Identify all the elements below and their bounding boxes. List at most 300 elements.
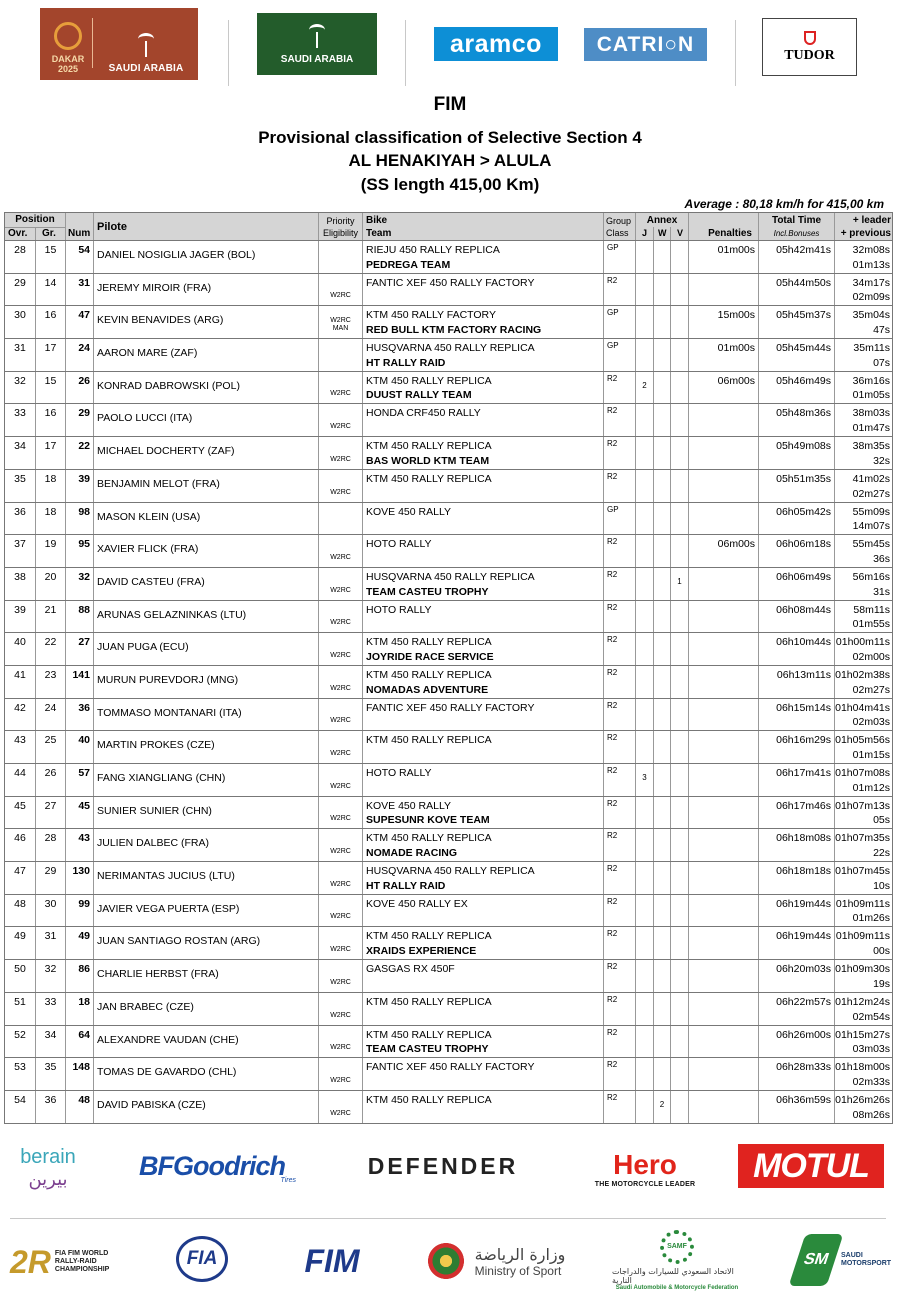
table-row	[4, 535, 893, 568]
penalties-column	[689, 960, 759, 992]
leader-gap-column	[835, 633, 893, 665]
num-column	[66, 764, 94, 796]
pilote-cell: NERIMANTAS JUCIUS (LTU)	[97, 870, 235, 883]
bike-column	[363, 731, 604, 763]
table-row	[4, 633, 893, 666]
top-sponsor-bar	[0, 8, 900, 83]
annex-w-column	[654, 437, 671, 469]
bike-cell: HOTO RALLY	[366, 538, 432, 551]
annex-w-column	[654, 1091, 671, 1123]
priority-cell: W2RC	[330, 1011, 351, 1019]
table-row	[4, 731, 893, 764]
total-time-column	[759, 339, 835, 371]
num-cell: 148	[72, 1061, 90, 1074]
total-time-cell: 06h17m46s	[776, 799, 831, 812]
table-row	[4, 274, 893, 307]
total-time-cell: 06h15m14s	[776, 701, 831, 714]
previous-gap-cell: 07s	[873, 356, 890, 369]
total-time-label: Total Time	[771, 215, 822, 226]
team-cell: NOMADE RACING	[366, 847, 457, 860]
leader-gap-cell: 01h12m24s	[835, 995, 890, 1008]
leader-gap-column	[835, 699, 893, 731]
annex-v-column	[671, 1058, 689, 1090]
penalties-column	[689, 731, 759, 763]
leader-gap-cell: 38m35s	[852, 440, 890, 453]
annex-j-column	[636, 306, 654, 338]
previous-gap-cell: 01m05s	[852, 389, 890, 402]
gr-cell: 21	[44, 603, 57, 616]
group-column	[604, 241, 636, 273]
team-cell: PEDREGA TEAM	[366, 258, 451, 271]
total-time-cell: 05h44m50s	[776, 276, 831, 289]
num-column	[66, 895, 94, 927]
leader-gap-column	[835, 372, 893, 404]
group-column	[604, 993, 636, 1025]
leader-gap-column	[835, 568, 893, 600]
group-column	[604, 960, 636, 992]
bike-column	[363, 764, 604, 796]
annex-j-label: J	[642, 228, 648, 238]
pilote-cell: XAVIER FLICK (FRA)	[97, 543, 199, 556]
num-column	[66, 339, 94, 371]
classification-table	[4, 212, 893, 1124]
total-time-column	[759, 470, 835, 502]
penalties-column	[689, 503, 759, 535]
total-time-column	[759, 633, 835, 665]
annex-v-column	[671, 306, 689, 338]
priority-column	[319, 1091, 363, 1123]
team-cell: TEAM CASTEU TROPHY	[366, 1043, 489, 1056]
leader-gap-column	[835, 1026, 893, 1058]
table-row	[4, 404, 893, 437]
gr-column	[36, 503, 66, 535]
group-label: Group	[606, 216, 632, 226]
penalties-column	[689, 601, 759, 633]
group-cell: R2	[607, 798, 618, 808]
leader-gap-cell: 01h15m27s	[835, 1028, 890, 1041]
priority-cell: W2RC	[330, 1109, 351, 1117]
total-time-cell: 06h06m49s	[776, 570, 831, 583]
total-time-cell: 06h20m03s	[776, 963, 831, 976]
ovr-column	[5, 862, 36, 894]
ovr-cell: 41	[14, 668, 26, 681]
ovr-column	[5, 927, 36, 959]
bike-cell: KTM 450 RALLY REPLICA	[366, 374, 492, 387]
leader-gap-cell: 35m11s	[853, 342, 890, 355]
previous-gap-cell: 10s	[873, 879, 890, 892]
pilote-cell: MARTIN PROKES (CZE)	[97, 739, 215, 752]
pilote-cell: TOMMASO MONTANARI (ITA)	[97, 706, 242, 719]
berain-arabic-text: بيرين	[28, 1169, 68, 1190]
class-label: Class	[606, 228, 629, 238]
penalties-column	[689, 404, 759, 436]
position-header	[5, 213, 66, 240]
pilote-cell: DANIEL NOSIGLIA JAGER (BOL)	[97, 249, 256, 261]
priority-cell: W2RC	[330, 717, 351, 725]
penalties-column	[689, 1026, 759, 1058]
pilote-cell: MICHAEL DOCHERTY (ZAF)	[97, 445, 235, 458]
num-cell: 141	[72, 668, 90, 681]
table-row	[4, 1091, 893, 1124]
team-cell: JOYRIDE RACE SERVICE	[366, 650, 494, 663]
annex-w-column	[654, 927, 671, 959]
total-time-cell: 06h22m57s	[776, 995, 831, 1008]
total-time-column	[759, 797, 835, 829]
num-cell: 39	[78, 472, 90, 485]
bike-column	[363, 960, 604, 992]
annex-j-column	[636, 372, 654, 404]
group-column	[604, 731, 636, 763]
previous-gap-cell: 31s	[873, 585, 890, 598]
total-time-cell: 06h19m44s	[776, 897, 831, 910]
annex-v-column	[671, 601, 689, 633]
num-cell: 45	[78, 799, 90, 812]
leader-gap-cell: 01h09m30s	[835, 963, 890, 976]
annex-j-column	[636, 339, 654, 371]
incl-bonuses-label: Incl.Bonuses	[773, 229, 820, 238]
gr-cell: 18	[44, 505, 57, 518]
bike-label: Bike	[366, 215, 388, 226]
ministry-english-text: Ministry of Sport	[474, 1263, 562, 1278]
total-time-column	[759, 274, 835, 306]
total-time-column	[759, 601, 835, 633]
penalties-cell: 06m00s	[717, 538, 755, 551]
bike-cell: HOTO RALLY	[366, 767, 432, 779]
ovr-column	[5, 1026, 36, 1058]
num-header	[66, 213, 94, 240]
bike-cell: KTM 450 RALLY REPLICA	[366, 1093, 492, 1106]
gr-cell: 27	[44, 799, 57, 812]
leader-gap-cell: 01h04m41s	[835, 701, 890, 714]
num-column	[66, 568, 94, 600]
gr-cell: 22	[44, 636, 57, 649]
leader-gap-cell: 01h18m00s	[835, 1061, 890, 1074]
ovr-column	[5, 633, 36, 665]
tudor-shield-icon	[804, 31, 816, 45]
group-cell: R2	[607, 602, 618, 612]
annex-w-column	[654, 503, 671, 535]
pilote-column	[94, 699, 319, 731]
num-cell: 88	[78, 603, 90, 616]
annex-v-column	[671, 503, 689, 535]
gr-cell: 19	[44, 538, 57, 551]
annex-v-column	[671, 274, 689, 306]
table-row	[4, 895, 893, 928]
gr-cell: 17	[44, 440, 57, 453]
total-time-column	[759, 699, 835, 731]
priority-column	[319, 568, 363, 600]
ovr-cell: 37	[14, 538, 26, 551]
pilote-cell: PAOLO LUCCI (ITA)	[97, 412, 193, 425]
bike-cell: KTM 450 RALLY REPLICA	[366, 1028, 492, 1041]
group-header	[604, 213, 636, 240]
leader-gap-cell: 01h05m56s	[835, 734, 890, 747]
bfgoodrich-logo	[126, 1148, 298, 1184]
leader-gap-column	[835, 731, 893, 763]
total-time-cell: 05h45m44s	[776, 342, 831, 355]
leader-gap-column	[835, 829, 893, 861]
total-time-cell: 06h26m00s	[776, 1028, 831, 1041]
num-column	[66, 437, 94, 469]
pilote-cell: TOMAS DE GAVARDO (CHL)	[97, 1066, 237, 1079]
group-column	[604, 503, 636, 535]
penalties-column	[689, 993, 759, 1025]
ovr-cell: 36	[14, 505, 26, 518]
num-column	[66, 829, 94, 861]
leader-gap-cell: 01h09m11s	[835, 930, 890, 943]
group-column	[604, 699, 636, 731]
gr-column	[36, 797, 66, 829]
table-row	[4, 437, 893, 470]
leader-gap-column	[835, 274, 893, 306]
fim-logo	[292, 1244, 372, 1278]
priority-cell: W2RC	[330, 455, 351, 463]
penalties-label: Penalties	[708, 228, 752, 239]
num-cell: 64	[78, 1028, 90, 1041]
ovr-label: Ovr.	[8, 228, 28, 239]
bike-column	[363, 1026, 604, 1058]
ovr-column	[5, 666, 36, 698]
priority-column	[319, 404, 363, 436]
pilote-column	[94, 306, 319, 338]
leader-gap-cell: 55m45s	[852, 538, 890, 551]
bike-column	[363, 470, 604, 502]
group-column	[604, 274, 636, 306]
previous-gap-cell: 01m26s	[852, 912, 890, 925]
num-cell: 32	[78, 570, 90, 583]
dakar-word: DAKAR	[51, 54, 85, 64]
previous-gap-cell: 01m55s	[852, 618, 890, 631]
annex-v-column	[671, 764, 689, 796]
gr-column	[36, 699, 66, 731]
annex-v-column	[671, 927, 689, 959]
pilote-cell: CHARLIE HERBST (FRA)	[97, 968, 219, 981]
bike-cell: FANTIC XEF 450 RALLY FACTORY	[366, 276, 535, 289]
priority-column	[319, 601, 363, 633]
ovr-cell: 33	[14, 407, 26, 420]
pilote-column	[94, 535, 319, 567]
group-cell: R2	[607, 569, 618, 579]
total-time-cell: 05h49m08s	[776, 440, 831, 453]
ovr-column	[5, 535, 36, 567]
bike-column	[363, 241, 604, 273]
priority-cell: W2RC	[330, 684, 351, 692]
group-cell: R2	[607, 667, 618, 677]
ovr-column	[5, 306, 36, 338]
bike-cell: KOVE 450 RALLY	[366, 799, 452, 812]
pilote-column	[94, 666, 319, 698]
priority-column	[319, 535, 363, 567]
bike-cell: HUSQVARNA 450 RALLY REPLICA	[366, 865, 535, 878]
fim-text: FIM	[304, 1242, 360, 1279]
total-time-cell: 06h19m44s	[776, 930, 831, 943]
annex-j-column	[636, 699, 654, 731]
num-cell: 86	[78, 963, 90, 976]
annex-v-column	[671, 993, 689, 1025]
gr-column	[36, 535, 66, 567]
total-time-column	[759, 764, 835, 796]
num-cell: 31	[78, 276, 90, 289]
annex-w-cell: 2	[659, 1099, 665, 1109]
annex-j-column	[636, 633, 654, 665]
ovr-cell: 28	[14, 244, 26, 256]
annex-j-column	[636, 993, 654, 1025]
penalties-column	[689, 306, 759, 338]
group-cell: GP	[607, 308, 619, 318]
total-time-cell: 06h18m08s	[776, 832, 831, 845]
previous-gap-cell: 08m26s	[852, 1108, 890, 1121]
table-row	[4, 306, 893, 339]
table-row	[4, 764, 893, 797]
gr-column	[36, 666, 66, 698]
penalties-column	[689, 927, 759, 959]
aramco-text: aramco	[450, 29, 542, 58]
pilote-column	[94, 568, 319, 600]
bike-column	[363, 503, 604, 535]
group-cell: R2	[607, 471, 618, 481]
leader-gap-cell: 01h07m08s	[835, 767, 890, 779]
ovr-column	[5, 731, 36, 763]
penalties-column	[689, 1091, 759, 1123]
bike-cell: FANTIC XEF 450 RALLY FACTORY	[366, 701, 535, 714]
penalties-column	[689, 666, 759, 698]
annex-w-column	[654, 731, 671, 763]
annex-j-column	[636, 666, 654, 698]
tudor-text: TUDOR	[784, 47, 835, 63]
team-cell: DUUST RALLY TEAM	[366, 389, 472, 402]
priority-column	[319, 633, 363, 665]
num-column	[66, 601, 94, 633]
annex-v-column	[671, 1091, 689, 1123]
bike-cell: HUSQVARNA 450 RALLY REPLICA	[366, 342, 535, 355]
group-cell: R2	[607, 439, 618, 449]
group-cell: R2	[607, 831, 618, 841]
ovr-column	[5, 601, 36, 633]
leader-gap-cell: 01h02m38s	[835, 668, 890, 681]
annex-j-column	[636, 731, 654, 763]
leader-gap-column	[835, 927, 893, 959]
total-time-column	[759, 568, 835, 600]
ovr-cell: 40	[14, 636, 26, 649]
gr-cell: 25	[44, 734, 57, 747]
group-column	[604, 895, 636, 927]
bike-cell: KTM 450 RALLY FACTORY	[366, 309, 496, 322]
group-cell: GP	[607, 243, 619, 252]
gr-cell: 35	[44, 1061, 57, 1074]
bike-column	[363, 829, 604, 861]
num-cell: 98	[78, 505, 90, 518]
leader-gap-cell: 01h09m11s	[835, 897, 890, 910]
leader-gap-column	[835, 1058, 893, 1090]
num-column	[66, 306, 94, 338]
priority-cell: W2RC	[330, 848, 351, 856]
previous-gap-cell: 02m27s	[852, 683, 890, 696]
num-column	[66, 699, 94, 731]
table-row	[4, 960, 893, 993]
pilote-cell: MURUN PUREVDORJ (MNG)	[97, 673, 239, 686]
group-column	[604, 568, 636, 600]
bike-cell: KOVE 450 RALLY	[366, 505, 452, 518]
previous-gap-cell: 19s	[873, 977, 890, 990]
priority-column	[319, 829, 363, 861]
previous-gap-cell: 02m27s	[852, 487, 890, 500]
previous-gap-cell: 02m54s	[852, 1010, 890, 1023]
table-row	[4, 699, 893, 732]
gr-cell: 18	[44, 472, 57, 485]
total-time-column	[759, 437, 835, 469]
gr-column	[36, 993, 66, 1025]
group-cell: R2	[607, 700, 618, 710]
team-label: Team	[366, 228, 392, 239]
annex-w-column	[654, 797, 671, 829]
table-row	[4, 470, 893, 503]
gr-cell: 28	[44, 832, 57, 845]
gr-column	[36, 895, 66, 927]
annex-v-column	[671, 535, 689, 567]
bfgoodrich-text: BFGoodrich	[139, 1150, 285, 1181]
pilote-cell: JUAN SANTIAGO ROSTAN (ARG)	[97, 935, 261, 948]
total-time-cell: 05h42m41s	[776, 244, 831, 256]
priority-column	[319, 503, 363, 535]
w2rc-text: FIA FIM WORLD RALLY-RAID CHAMPIONSHIP	[54, 1250, 110, 1273]
w2rc-logo	[10, 1240, 116, 1284]
annex-w-column	[654, 306, 671, 338]
ovr-cell: 29	[14, 276, 26, 289]
saudi-arabia-logo	[257, 13, 377, 75]
priority-header	[319, 213, 363, 240]
ovr-column	[5, 339, 36, 371]
annex-w-column	[654, 699, 671, 731]
annex-v-column	[671, 862, 689, 894]
gr-cell: 15	[44, 374, 57, 387]
ovr-cell: 47	[14, 865, 26, 878]
annex-v-column	[671, 1026, 689, 1058]
num-cell: 49	[78, 930, 90, 943]
annex-w-column	[654, 601, 671, 633]
ovr-column	[5, 829, 36, 861]
ovr-cell: 45	[14, 799, 26, 812]
group-cell: R2	[607, 1027, 618, 1037]
bike-column	[363, 927, 604, 959]
pilote-cell: AARON MARE (ZAF)	[97, 347, 198, 360]
team-cell: TEAM CASTEU TROPHY	[366, 585, 489, 598]
annex-label: Annex	[646, 215, 678, 226]
previous-gap-cell: 03m03s	[852, 1043, 890, 1056]
ovr-column	[5, 797, 36, 829]
pilote-cell: JEREMY MIROIR (FRA)	[97, 281, 212, 294]
annex-header	[636, 213, 689, 240]
leader-gap-column	[835, 862, 893, 894]
total-time-cell: 06h08m44s	[776, 603, 831, 616]
team-cell: HT RALLY RAID	[366, 879, 446, 892]
annex-j-column	[636, 503, 654, 535]
priority-cell: W2RC	[330, 946, 351, 954]
bike-column	[363, 274, 604, 306]
pilote-cell: JAVIER VEGA PUERTA (ESP)	[97, 902, 240, 915]
priority-cell: W2RC	[330, 390, 351, 398]
gr-column	[36, 633, 66, 665]
group-cell: R2	[607, 406, 618, 416]
priority-cell: W2RC	[330, 1076, 351, 1084]
ovr-cell: 53	[14, 1061, 26, 1074]
table-row	[4, 666, 893, 699]
bike-cell: RIEJU 450 RALLY REPLICA	[366, 244, 500, 256]
group-column	[604, 829, 636, 861]
ovr-cell: 54	[14, 1093, 26, 1106]
leader-gap-cell: 01h07m45s	[835, 865, 890, 878]
leader-gap-cell: 34m17s	[852, 276, 890, 289]
pilote-label: Pilote	[97, 221, 127, 233]
